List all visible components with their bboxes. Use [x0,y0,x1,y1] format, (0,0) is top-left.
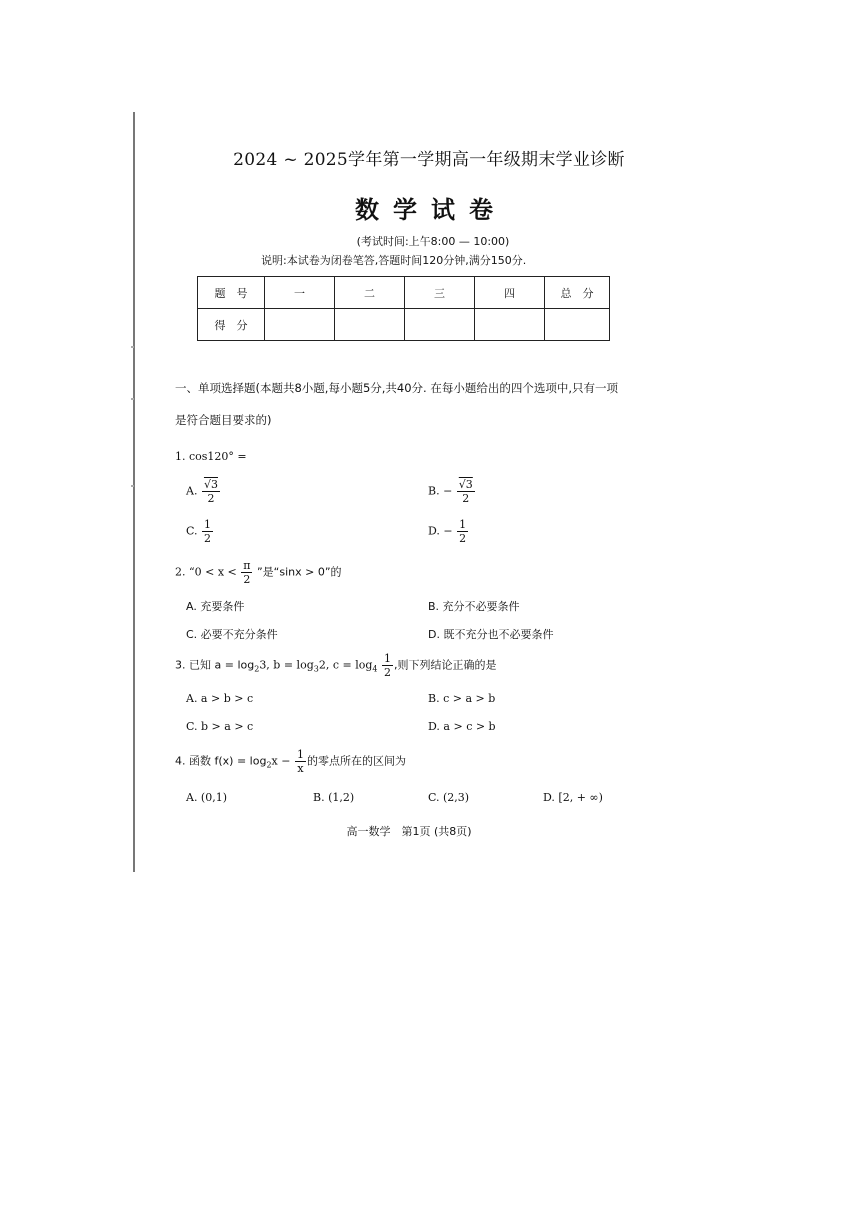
q3-option-c: C. b > a > c [186,720,254,733]
option-label: C. [186,524,198,538]
score-entry-cell[interactable] [335,309,405,341]
score-cell: 一 [265,277,335,309]
fraction-denominator: 2 [243,573,251,586]
fraction-denominator: 2 [462,492,470,505]
score-cell: 四 [475,277,545,309]
q2-option-d: D. 既不充分也不必要条件 [428,628,554,641]
fraction-denominator: 2 [207,492,215,505]
q4-option-d: D. [2, + ∞) [543,791,603,804]
question-1-stem: 1. cos120° = [175,450,247,463]
log-base: 2 [266,760,272,770]
section-heading: 一、单项选择题(本题共8小题,每小题5分,共40分. 在每小题给出的四个选项中,只有一项 [175,381,619,395]
stem-text: 的零点所在的区间为 [306,754,406,768]
fraction [457,478,475,505]
score-cell: 二 [335,277,405,309]
q1-option-c [186,518,214,545]
option-label: D. − [428,524,453,538]
q1-option-b [428,478,476,505]
score-table [197,276,610,341]
fraction-numerator: √3 [458,478,473,491]
page-footer: 高一数学 第1页 (共8页) [346,825,472,838]
q1-option-d [428,518,469,545]
fraction [457,518,468,545]
log-base: 3 [313,664,319,674]
stem-text: x − [271,754,291,768]
section-heading-continued: 是符合题目要求的) [175,413,272,427]
stem-text: 4. 函数 f(x) = log [175,754,267,768]
fraction [295,748,306,775]
option-label: A. [186,484,198,498]
q4-option-a: A. (0,1) [186,791,228,804]
fraction-denominator: 2 [383,666,391,679]
q2-option-c: C. 必要不充分条件 [186,628,278,641]
stem-text: ”是“sinx > 0”的 [256,565,342,579]
fraction-denominator: 2 [459,532,467,545]
q4-option-c: C. (2,3) [428,791,470,804]
fraction [241,559,252,586]
q1-option-a [186,478,221,505]
question-3-stem [175,652,496,679]
subject-title: 数学试卷 [355,196,507,224]
fraction [202,518,213,545]
fraction-denominator: 2 [204,532,212,545]
exam-time: (考试时间:上午8:00 — 10:00) [356,235,510,248]
stem-text: 3, b = log [259,658,314,672]
log-base: 2 [254,664,260,674]
edge-mark [131,485,134,487]
fraction-numerator: √3 [203,478,218,491]
score-entry-cell[interactable] [265,309,335,341]
q3-option-d: D. a > c > b [428,720,496,733]
question-2-stem [175,559,342,586]
q4-option-b: B. (1,2) [313,791,355,804]
edge-mark [131,346,134,348]
question-4-stem [175,748,406,775]
score-entry-cell[interactable] [475,309,545,341]
stem-text: 3. 已知 a = log [175,658,255,672]
fraction [202,478,220,505]
score-entry-cell[interactable] [545,309,610,341]
q3-option-a: A. a > b > c [186,692,254,705]
q3-option-b: B. c > a > b [428,692,496,705]
fraction [382,652,393,679]
stem-text: 2. “0 < x < [175,565,237,579]
fraction-numerator: 1 [296,748,304,761]
score-cell: 得 分 [198,309,265,341]
stem-text: 2, c = log [318,658,373,672]
edge-mark [131,398,134,400]
fraction-numerator: 1 [383,652,391,665]
exam-instruction: 说明:本试卷为闭卷笔答,答题时间120分钟,满分150分. [261,254,527,267]
page-binding-edge [133,112,135,872]
option-label: B. − [428,484,453,498]
stem-text: ,则下列结论正确的是 [393,658,497,672]
score-table-score-row [198,309,610,341]
q2-option-a: A. 充要条件 [186,600,245,613]
exam-title: 2024 ~ 2025学年第一学期高一年级期末学业诊断 [233,150,625,170]
log-base: 4 [372,664,378,674]
score-cell: 三 [405,277,475,309]
score-cell: 题 号 [198,277,265,309]
score-cell: 总 分 [545,277,610,309]
fraction-numerator: 1 [204,518,212,531]
fraction-numerator: 1 [459,518,467,531]
fraction-numerator: π [243,559,251,572]
score-table-header-row [198,277,610,309]
fraction-denominator: x [297,762,304,775]
score-entry-cell[interactable] [405,309,475,341]
q2-option-b: B. 充分不必要条件 [428,600,520,613]
